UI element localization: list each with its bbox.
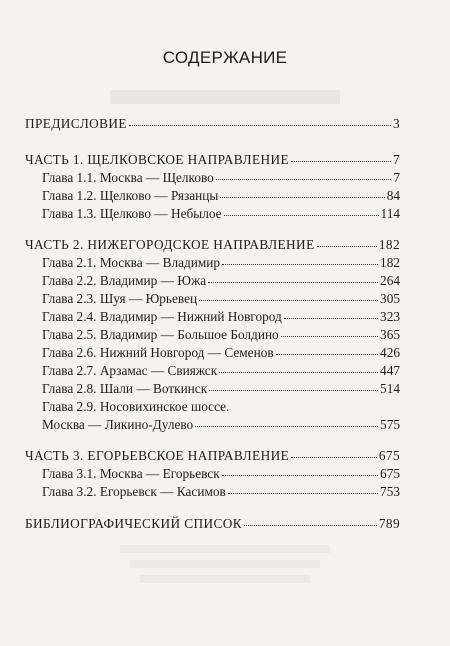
dot-leader: [281, 334, 378, 337]
page-number: 7: [392, 152, 400, 167]
dot-leader: [224, 213, 379, 216]
dot-leader: [195, 424, 378, 427]
toc-chapter-1-2[interactable]: [42, 187, 400, 205]
page-number: 426: [380, 345, 400, 360]
dot-leader: [244, 523, 377, 526]
toc-chapter-2-8[interactable]: [42, 380, 400, 398]
bleed-through: [110, 90, 340, 104]
entry-label: Глава 3.2. Егорьевск — Касимов: [42, 484, 226, 499]
dot-leader: [317, 244, 377, 247]
toc-chapter-2-3[interactable]: [42, 290, 400, 308]
toc-part-1[interactable]: [25, 151, 400, 169]
entry-label: Глава 2.2. Владимир — Южа: [42, 273, 207, 288]
dot-leader: [219, 370, 378, 373]
page-title: СОДЕРЖАНИЕ: [162, 48, 288, 67]
entry-label: Глава 3.1. Москва — Егорьевск: [42, 466, 220, 481]
entry-label: ЧАСТЬ 2. НИЖЕГОРОДСКОЕ НАПРАВЛЕНИЕ: [25, 237, 315, 252]
page-number: 114: [380, 206, 400, 221]
page-number: 182: [380, 255, 400, 270]
page-number: 514: [380, 381, 400, 396]
bleed-through: [140, 575, 310, 583]
page-number: 323: [380, 309, 400, 324]
bleed-through: [130, 560, 320, 568]
bleed-through: [120, 545, 330, 553]
page-number: 789: [378, 516, 400, 531]
entry-label: ПРЕДИСЛОВИЕ: [25, 116, 127, 131]
toc-part-2[interactable]: [25, 236, 400, 254]
toc-bibliography[interactable]: [25, 515, 400, 533]
page-number: 365: [380, 327, 400, 342]
entry-label: ЧАСТЬ 3. ЕГОРЬЕВСКОЕ НАПРАВЛЕНИЕ: [25, 448, 290, 463]
dot-leader: [129, 123, 391, 126]
dot-leader: [208, 280, 378, 283]
entry-label: БИБЛИОГРАФИЧЕСКИЙ СПИСОК: [25, 516, 243, 531]
entry-label: Глава 1.3. Щелково — Небылое: [42, 206, 222, 221]
page-number: 675: [380, 466, 400, 481]
page-number: 753: [380, 484, 400, 499]
toc-chapter-2-6[interactable]: [42, 344, 400, 362]
entry-label: Глава 1.2. Щелково — Рязанцы: [42, 188, 219, 203]
dot-leader: [220, 195, 384, 198]
page-number: 3: [392, 116, 400, 131]
page-number: 675: [378, 448, 400, 463]
page-number: 182: [378, 237, 400, 252]
toc-chapter-2-2[interactable]: [42, 272, 400, 290]
entry-label: Глава 2.8. Шали — Воткинск: [42, 381, 208, 396]
toc-chapter-1-3[interactable]: [42, 205, 400, 223]
toc-chapter-1-1[interactable]: [42, 169, 400, 187]
dot-leader: [199, 298, 378, 301]
dot-leader: [228, 491, 378, 494]
dot-leader: [216, 177, 392, 180]
toc-chapter-2-1[interactable]: [42, 254, 400, 272]
toc-chapter-3-2[interactable]: [42, 483, 400, 501]
toc-chapter-2-9[interactable]: [42, 416, 400, 434]
dot-leader: [291, 455, 377, 458]
toc-chapter-2-7[interactable]: [42, 362, 400, 380]
entry-label: Глава 2.7. Арзамас — Свияжск: [42, 363, 218, 378]
dot-leader: [209, 388, 378, 391]
page-number: 84: [386, 188, 400, 203]
toc-part-3[interactable]: [25, 447, 400, 465]
page-number: 447: [380, 363, 400, 378]
entry-label: Глава 2.4. Владимир — Нижний Новгород: [42, 309, 282, 324]
dot-leader: [291, 159, 391, 162]
page-number: 7: [393, 170, 400, 185]
entry-label: Глава 2.6. Нижний Новгород — Семенов: [42, 345, 274, 360]
page-number: 264: [380, 273, 400, 288]
entry-label: Глава 1.1. Москва — Щелково: [42, 170, 214, 185]
entry-label: ЧАСТЬ 1. ЩЕЛКОВСКОЕ НАПРАВЛЕНИЕ: [25, 152, 290, 167]
toc-chapter-3-1[interactable]: [42, 465, 400, 483]
dot-leader: [276, 352, 378, 355]
page-number: 305: [380, 291, 400, 306]
dot-leader: [284, 316, 378, 319]
toc-chapter-2-9-title[interactable]: Глава 2.9. Носовихинское шоссе.: [42, 399, 230, 414]
toc-chapter-2-4[interactable]: [42, 308, 400, 326]
dot-leader: [222, 473, 378, 476]
toc-chapter-2-5[interactable]: [42, 326, 400, 344]
entry-label: Глава 2.3. Шуя — Юрьевец: [42, 291, 198, 306]
page-number: 575: [380, 417, 400, 432]
entry-label: Глава 2.1. Москва — Владимир: [42, 255, 221, 270]
dot-leader: [222, 262, 378, 265]
entry-label: Глава 2.5. Владимир — Большое Болдино: [42, 327, 279, 342]
entry-label: Москва — Ликино-Дулево: [42, 417, 194, 432]
toc-entry-preface[interactable]: [25, 115, 400, 133]
